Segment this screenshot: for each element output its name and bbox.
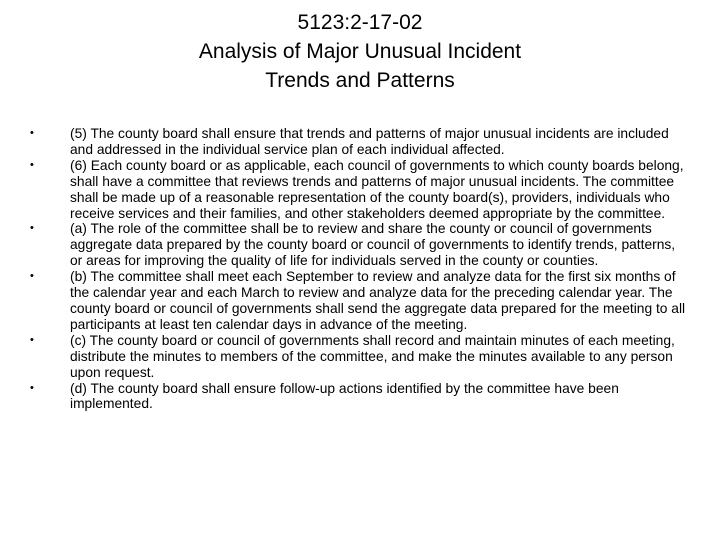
bullet-icon: •	[30, 333, 34, 346]
bullet-icon: •	[30, 127, 34, 139]
bullet-text: (5) The county board shall ensure that trends and patterns of major unusual incidents are included and addressed in the individual service plan of each individual affected.	[70, 126, 669, 157]
bullet-text: (c) The county board or council of governments shall record and maintain minutes of each meeting, distribute the minutes to members of the committee, and make the minutes available to any person upon request.	[70, 332, 675, 380]
title-line-rule-number: 5123:2-17-02	[297, 11, 423, 34]
bullet-text: (a) The role of the committee shall be to review and share the county or council of governments aggregate data prepared by the county board or council of governments to identify trends, patterns, or areas for improving the quality of life for individuals served in the county or counties.	[70, 221, 676, 269]
slide-title	[120, 8, 600, 95]
title-line-subject: Analysis of Major Unusual Incident	[198, 40, 522, 63]
bullet-item	[30, 381, 690, 413]
bullet-icon: •	[30, 158, 34, 171]
bullet-text: (d) The county board shall ensure follow-up actions identified by the committee have been implemented.	[70, 380, 619, 412]
bullet-item	[30, 221, 690, 269]
bullet-item	[30, 269, 690, 333]
bullet-icon: •	[30, 270, 34, 283]
bullet-item	[30, 333, 690, 381]
bullet-text: (b) The committee shall meet each September to review and analyze data for the first six months of the calendar year and each March to review and analyze data for the preceding calendar year. The county board or council of governments shall send the aggregate data prepared for the meeting to all participants at least ten calendar days in advance of the meeting.	[70, 269, 686, 332]
bullet-icon: •	[30, 222, 34, 235]
bullet-item	[30, 126, 690, 158]
bullet-list	[30, 126, 690, 412]
bullet-item	[30, 158, 690, 222]
bullet-icon: •	[30, 381, 34, 394]
bullet-text: (6) Each county board or as applicable, each council of governments to which county boards belong, shall have a committee that reviews trends and patterns of major unusual incidents. The committee shall be made up of a reasonable representation of the county board(s), providers, individuals who receive services and their families, and other stakeholders deemed appropriate by the committee.	[70, 157, 684, 221]
title-line-topic: Trends and Patterns	[265, 69, 455, 92]
